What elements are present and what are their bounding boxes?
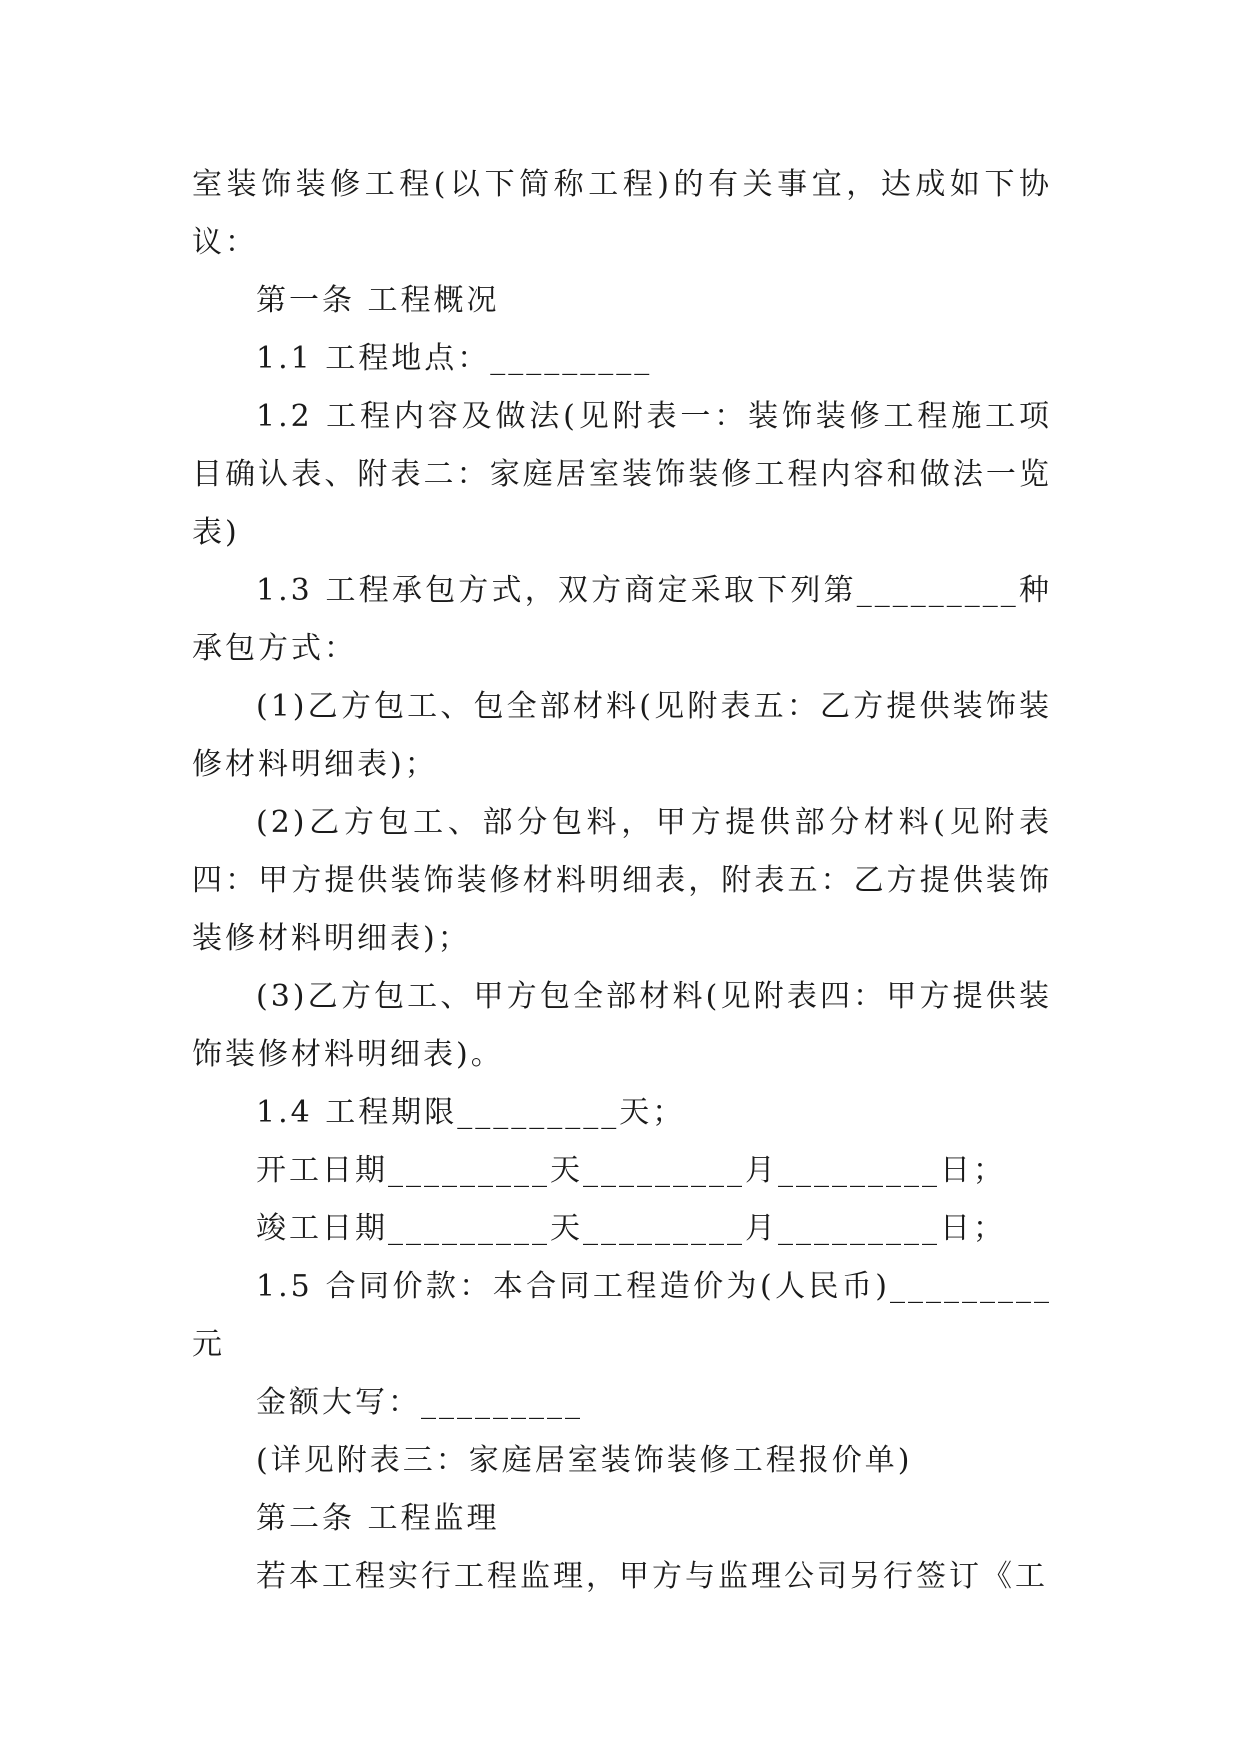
- clause-1-1: 1.1 工程地点：_________: [256, 341, 653, 376]
- supervision-text: 若本工程实行工程监理，甲方与监理公司另行签订《工: [256, 1559, 1048, 1594]
- clause-1-4: 1.4 工程期限_________天；: [256, 1095, 686, 1130]
- heading-article-1: 第一条 工程概况: [256, 283, 500, 318]
- amount-in-words: 金额大写：_________: [256, 1385, 583, 1420]
- clause-1-3: 1.3 工程承包方式，双方商定采取下列第_________种承包方式：: [192, 573, 1052, 666]
- option-3: (3)乙方包工、甲方包全部材料(见附表四：甲方提供装饰装修材料明细表)。: [192, 979, 1052, 1072]
- start-date: 开工日期_________天_________月_________日；: [256, 1153, 1006, 1188]
- option-1: (1)乙方包工、包全部材料(见附表五：乙方提供装饰装修材料明细表)；: [192, 689, 1052, 782]
- document-body: [192, 156, 1052, 1606]
- completion-date: 竣工日期_________天_________月_________日；: [256, 1211, 1006, 1246]
- see-appendix-3: (详见附表三：家庭居室装饰装修工程报价单): [256, 1443, 913, 1478]
- clause-1-5: 1.5 合同价款：本合同工程造价为(人民币)_________元: [192, 1269, 1052, 1362]
- paragraph-intro: 室装饰装修工程(以下简称工程)的有关事宜，达成如下协议：: [192, 167, 1052, 260]
- clause-1-2: 1.2 工程内容及做法(见附表一：装饰装修工程施工项目确认表、附表二：家庭居室装饰装修工程内容和做法一览表): [192, 399, 1052, 550]
- option-2: (2)乙方包工、部分包料，甲方提供部分材料(见附表四：甲方提供装饰装修材料明细表，附表五：乙方提供装饰装修材料明细表)；: [192, 805, 1052, 956]
- heading-article-2: 第二条 工程监理: [256, 1501, 500, 1536]
